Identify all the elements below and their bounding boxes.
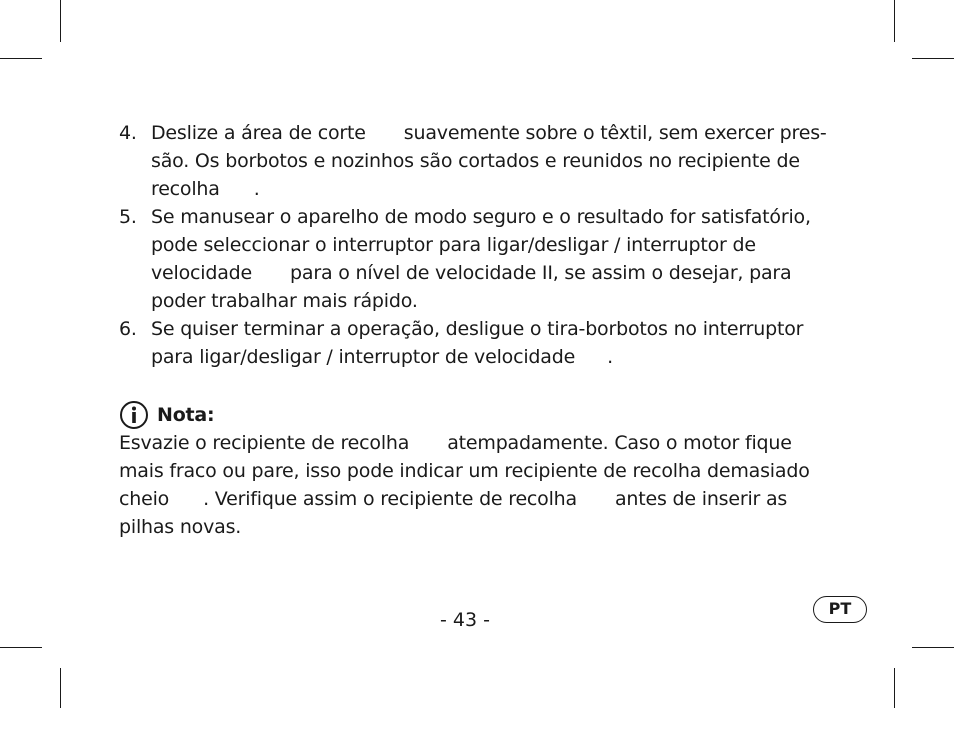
- instruction-item-6: [119, 315, 849, 371]
- note-header: [119, 401, 849, 429]
- crop-mark: [60, 0, 61, 42]
- crop-mark: [0, 58, 42, 59]
- info-icon: [119, 400, 149, 430]
- text-segment: Deslize a área de corte: [151, 122, 366, 144]
- text-segment: Se quiser terminar a operação, desligue o tira-borbotos no interruptor: [151, 318, 804, 340]
- item-number: 6.: [119, 318, 137, 340]
- instruction-item-4: [119, 119, 849, 203]
- note-body: [119, 429, 849, 541]
- text-segment: . Verifique assim o recipiente de recolha: [203, 488, 577, 510]
- crop-mark: [894, 668, 895, 708]
- text-segment: .: [253, 178, 260, 200]
- crop-mark: [912, 647, 954, 648]
- page-number: - 43 -: [440, 609, 490, 631]
- note-title: Nota:: [157, 404, 215, 426]
- crop-mark: [894, 0, 895, 42]
- item-number: 5.: [119, 206, 137, 228]
- text-segment: para ligar/desligar / interruptor de velocidade: [151, 346, 576, 368]
- text-segment: são. Os borbotos e nozinhos são cortados e reunidos no recipiente de: [151, 150, 800, 172]
- crop-mark: [60, 668, 61, 708]
- text-segment: .: [607, 346, 613, 368]
- language-badge: PT: [813, 596, 867, 623]
- item-text: [151, 119, 849, 203]
- text-segment: cheio: [119, 488, 170, 510]
- text-segment: Se manusear o aparelho de modo seguro e o resultado for satisfatório,: [151, 206, 811, 228]
- text-segment: pode seleccionar o interruptor para ligar/desligar / interruptor de: [151, 234, 756, 256]
- item-text: [151, 203, 849, 315]
- text-segment: atempadamente. Caso o motor fique: [447, 432, 792, 454]
- item-number: 4.: [119, 122, 137, 144]
- text-segment: recolha: [151, 178, 220, 200]
- text-segment: suavemente sobre o têxtil, sem exercer pres-: [403, 122, 827, 144]
- text-segment: antes de inserir as: [614, 488, 788, 510]
- page-content: [119, 119, 849, 541]
- crop-mark: [912, 58, 954, 59]
- instruction-item-5: [119, 203, 849, 315]
- text-segment: velocidade: [151, 262, 253, 284]
- item-text: [151, 315, 849, 371]
- text-segment: mais fraco ou pare, isso pode indicar um recipiente de recolha demasiado: [119, 460, 810, 482]
- crop-mark: [0, 647, 42, 648]
- text-segment: para o nível de velocidade II, se assim o desejar, para: [290, 262, 792, 284]
- text-segment: Esvazie o recipiente de recolha: [119, 432, 410, 454]
- text-segment: poder trabalhar mais rápido.: [151, 290, 418, 312]
- text-segment: pilhas novas.: [119, 516, 242, 538]
